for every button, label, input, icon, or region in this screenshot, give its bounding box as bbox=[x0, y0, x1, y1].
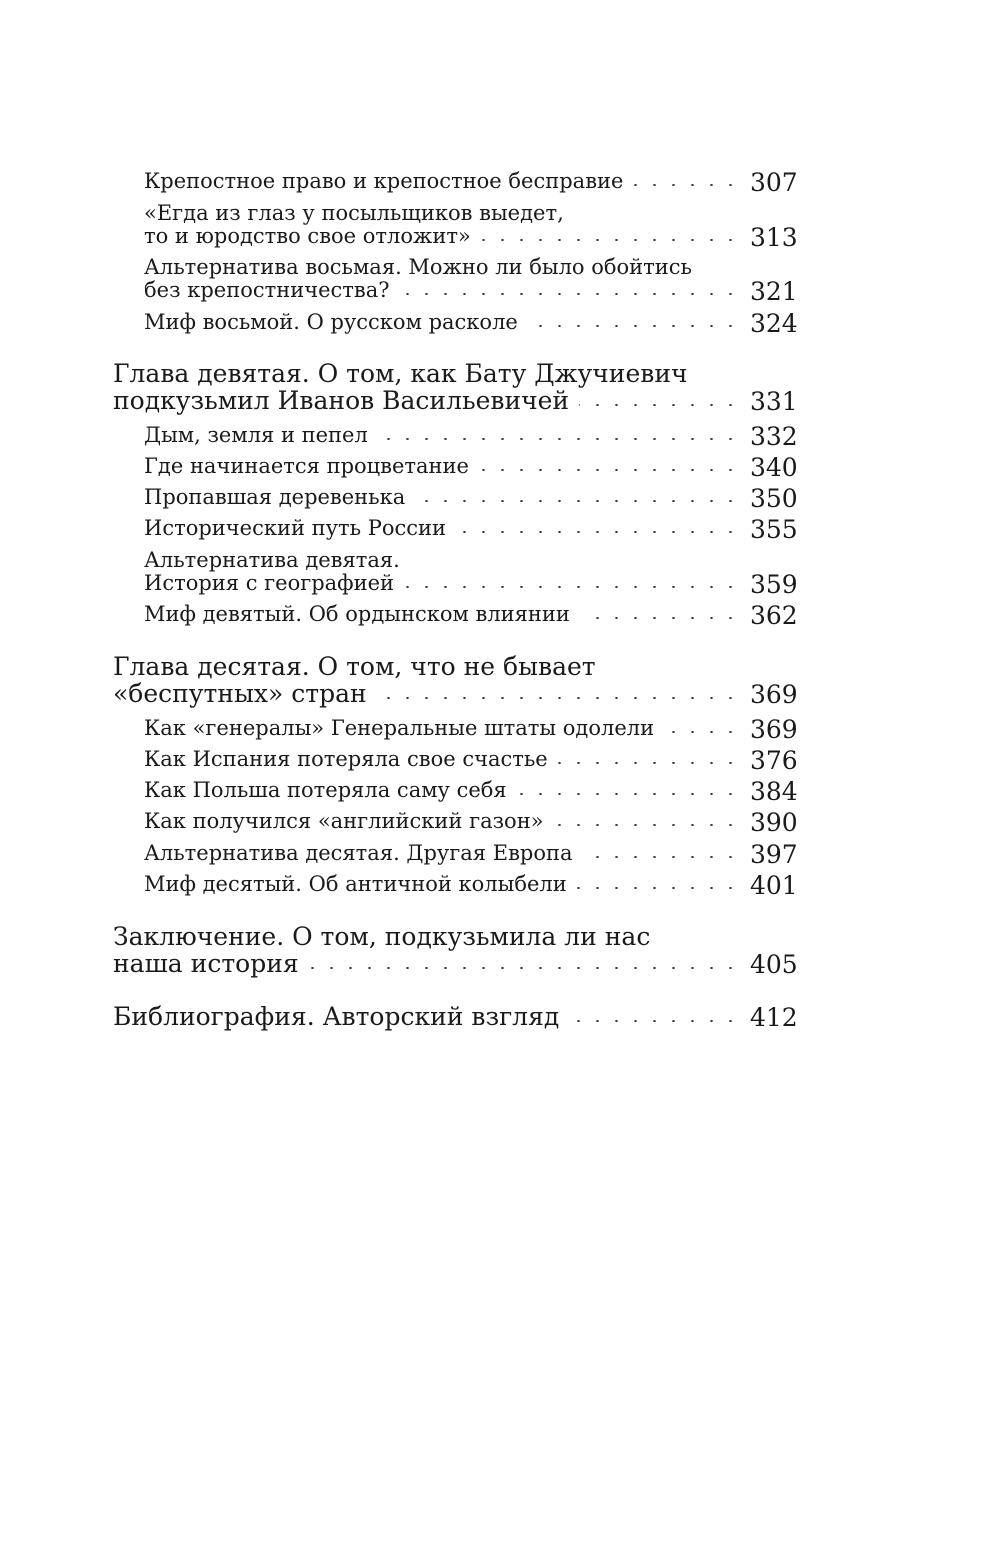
dot-leader bbox=[554, 824, 740, 826]
toc-chapter-title: подкузьмил Иванов Васильевичей bbox=[113, 386, 570, 415]
toc-page-number: 390 bbox=[750, 808, 798, 837]
toc-entry-title: Как Испания потеряла свое счастье bbox=[144, 747, 548, 771]
toc-page-number: 340 bbox=[750, 453, 798, 482]
toc-page-number: 405 bbox=[750, 950, 798, 979]
toc-chapter-title: Заключение. О том, подкузьмила ли нас bbox=[113, 922, 651, 951]
dot-leader bbox=[404, 586, 740, 588]
dot-leader bbox=[569, 1020, 740, 1022]
toc-entry-title: то и юродство свое отложит» bbox=[144, 224, 471, 248]
toc-entry-title: Как «генералы» Генеральные штаты одолели bbox=[144, 716, 655, 740]
dot-leader bbox=[378, 438, 740, 440]
dot-leader bbox=[377, 697, 740, 699]
toc-entry-title: Дым, земля и пепел bbox=[144, 423, 368, 447]
toc-entry-title: без крепостничества? bbox=[144, 278, 390, 302]
toc-page-number: 384 bbox=[750, 777, 798, 806]
toc-entry-title: «Егда из глаз у посыльщиков выедет, bbox=[144, 201, 564, 225]
toc-chapter-title: «беспутных» стран bbox=[113, 679, 367, 708]
dot-leader bbox=[415, 500, 740, 502]
toc-entry-title: Исторический путь России bbox=[144, 516, 447, 540]
dot-leader bbox=[664, 731, 740, 733]
toc-entry-title: Где начинается процветание bbox=[144, 454, 469, 478]
toc-page-number: 362 bbox=[750, 601, 798, 630]
dot-leader bbox=[481, 239, 740, 241]
toc-page-number: 307 bbox=[750, 168, 798, 197]
toc-chapter-title: Глава девятая. О том, как Бату Джучиевич bbox=[113, 359, 688, 388]
dot-leader bbox=[528, 325, 740, 327]
dot-leader bbox=[580, 617, 740, 619]
dot-leader bbox=[456, 531, 740, 533]
dot-leader bbox=[577, 887, 740, 889]
dot-leader bbox=[579, 404, 740, 406]
toc-chapter-title: наша история bbox=[113, 949, 299, 978]
toc-entry-title: Как получился «английский газон» bbox=[144, 809, 544, 833]
toc-page-number: 331 bbox=[750, 387, 798, 416]
dot-leader bbox=[558, 762, 740, 764]
toc-page-number: 350 bbox=[750, 484, 798, 513]
toc-page-number: 313 bbox=[750, 223, 798, 252]
toc-entry-title: Альтернатива восьмая. Можно ли было обойтись bbox=[144, 255, 692, 279]
toc-page-number: 369 bbox=[750, 715, 798, 744]
toc-entry-title: Миф восьмой. О русском расколе bbox=[144, 310, 518, 334]
toc-entry-title: Как Польша потеряла саму себя bbox=[144, 778, 507, 802]
toc-entry-title: Альтернатива десятая. Другая Европа bbox=[144, 841, 573, 865]
dot-leader bbox=[479, 469, 740, 471]
toc-page-number: 321 bbox=[750, 277, 798, 306]
toc-page-number: 359 bbox=[750, 570, 798, 599]
toc-entry-title: Альтернатива девятая. bbox=[144, 548, 400, 572]
toc-entry-title: Крепостное право и крепостное бесправие bbox=[144, 169, 624, 193]
toc-page-number: 412 bbox=[750, 1003, 798, 1032]
toc-chapter-title: Глава десятая. О том, что не бывает bbox=[113, 652, 596, 681]
toc-page-number: 376 bbox=[750, 746, 798, 775]
toc-chapter-title: Библиография. Авторский взгляд bbox=[113, 1002, 560, 1031]
dot-leader bbox=[517, 793, 740, 795]
dot-leader bbox=[633, 184, 740, 186]
dot-leader bbox=[309, 967, 740, 969]
toc-page-number: 397 bbox=[750, 840, 798, 869]
toc-page-number: 369 bbox=[750, 680, 798, 709]
toc-entry-title: Миф девятый. Об ордынском влиянии bbox=[144, 602, 570, 626]
toc-page-number: 401 bbox=[750, 871, 798, 900]
toc-entry-title: История с географией bbox=[144, 571, 395, 595]
toc-page-number: 332 bbox=[750, 422, 798, 451]
toc-page-number: 355 bbox=[750, 515, 798, 544]
toc-page-number: 324 bbox=[750, 309, 798, 338]
dot-leader bbox=[583, 856, 740, 858]
toc-entry-title: Пропавшая деревенька bbox=[144, 485, 406, 509]
dot-leader bbox=[400, 293, 740, 295]
toc-entry-title: Миф десятый. Об античной колыбели bbox=[144, 872, 567, 896]
